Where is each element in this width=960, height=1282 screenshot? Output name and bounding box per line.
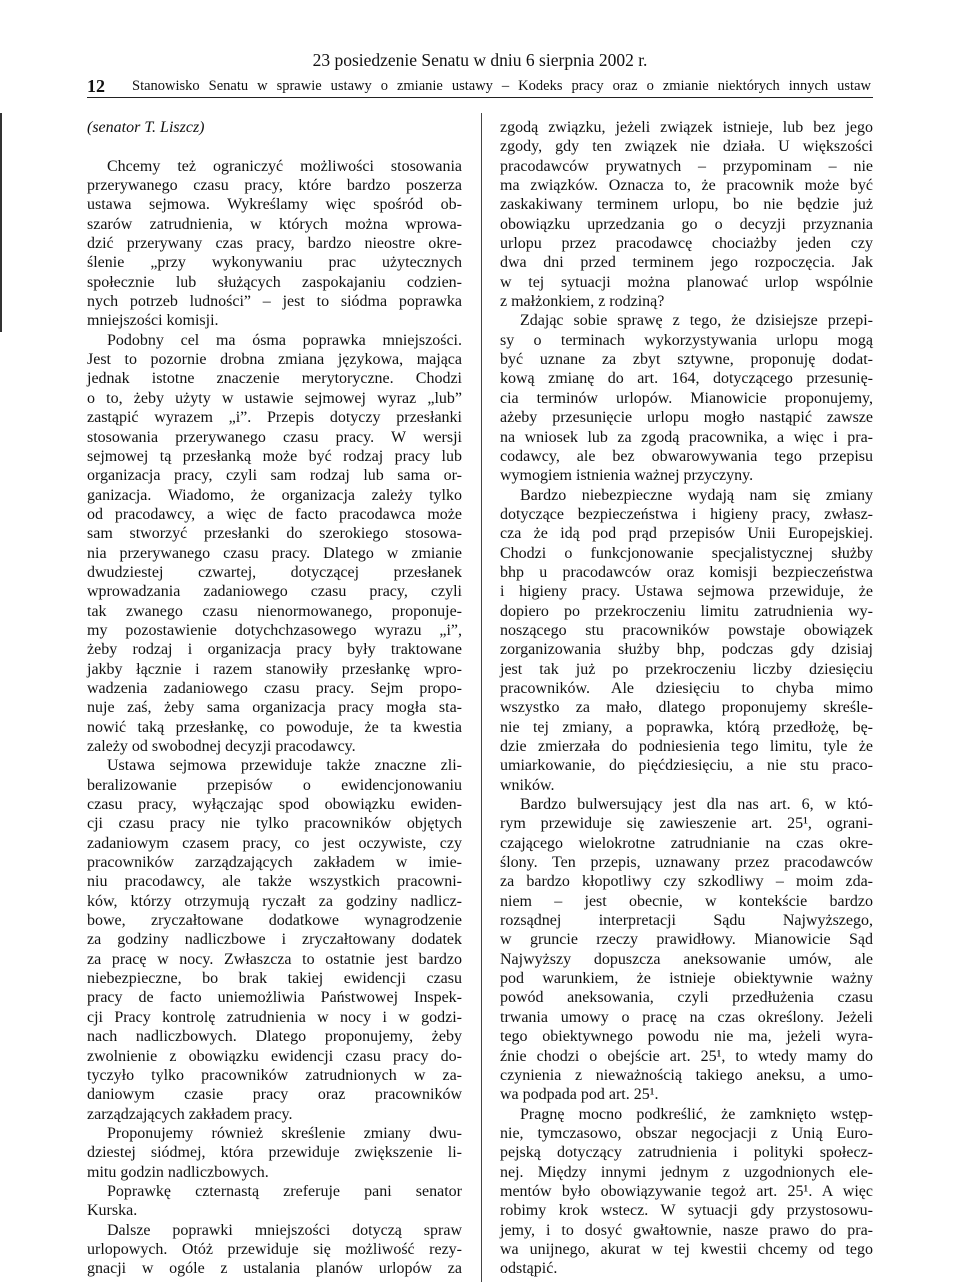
column-divider <box>481 113 482 1282</box>
text-line: kową zmianę do art. 164, dotyczącego przesunię- <box>500 370 873 388</box>
paragraph <box>87 1182 462 1221</box>
text-line: Pragnę mocno podkreślić, że zamknięto wstęp- <box>520 1105 873 1123</box>
text-line: ków, którzy otrzymują ryczałt za godziny nadlicz- <box>87 892 462 910</box>
text-line: nie tej zmiany, a poprawka, którą przedłożę, bę- <box>500 718 873 736</box>
text-line: bowe, zryczałtowane dodatkowe wynagrodzenie <box>87 912 462 930</box>
text-line: pracodawców prywatnych – przypominam – nie <box>500 157 873 175</box>
page-number: 12 <box>87 76 105 96</box>
text-line: wników. <box>500 776 555 794</box>
text-line: trwania umowy o pracę na czas określony. Jeżeli <box>500 1008 873 1026</box>
text-line: codawcy, ale bez obwarowywania tego przepisu <box>500 447 873 465</box>
text-line: noszącego stu pracowników powstaje obowiązek <box>500 621 873 639</box>
text-line: Najwyższy dopuszcza aneksowanie umów, ale <box>500 950 873 968</box>
text-line: żeby rodzaj i organizacja pracy były traktowane <box>87 641 462 659</box>
text-line: mentów było obowiązywanie tegoż art. 25¹. A więc <box>500 1182 873 1200</box>
text-line: dopiero po przekroczeniu limitu zatrudnienia wy- <box>500 602 873 620</box>
text-line: cia terminów urlopów. Mianowicie proponujemy, <box>500 389 873 407</box>
text-line: rym przewiduje się zawieszenie art. 25¹, ograni- <box>500 815 873 833</box>
text-line: Proponujemy również skreślenie zmiany dwu- <box>107 1124 462 1142</box>
text-line: dzie zmierzała do podniesienia tego limitu, tyle że <box>500 738 873 755</box>
text-line: robimy krok wstecz. W sytuacji gdy przystosowu- <box>500 1202 873 1220</box>
text-line: o to, żeby użyty w ustawie sejmowej wyraz „lub” <box>87 389 462 407</box>
text-line: niem – jest obecnie, w kontekście bardzo <box>500 892 873 910</box>
text-line: jest tak już po przekroczeniu liczby dziesięciu <box>500 660 873 678</box>
text-line: zarządzających zakładem pracy. <box>87 1105 293 1123</box>
text-line: daniowym czasie pracy oraz pracowników <box>87 1086 462 1104</box>
header-rule <box>87 97 873 98</box>
text-line: niebezpieczne, bo brak takiej ewidencji czasu <box>87 970 462 988</box>
text-line: nia przerywanego czasu pracy. Dlatego w zmianie <box>87 544 462 562</box>
text-line: czasu pracy, wyłączając spod obowiązku ewiden- <box>87 796 462 814</box>
text-line: rozsądnej interpretacji Sądu Najwyższego, <box>500 912 873 930</box>
text-line: jednak istotne znaczenie merytoryczne. Chodzi <box>87 370 462 388</box>
text-line: cji Pracy kontrolę zatrudnienia w nocy i w godzi- <box>87 1008 462 1026</box>
text-line: my pozostawienie dotychchzasowego wyrazu „i”, <box>87 621 462 639</box>
text-line: dotyczące bezpieczeństwa i higieny pracy, zwłasz- <box>500 505 873 523</box>
text-line: za bardzo kłopotliwy czy szkodliwy – moim zda- <box>500 873 873 891</box>
text-line: czającego wielokrotne zatrudnianie na czas okre- <box>500 834 873 852</box>
text-line: zwolnienie z obowiązku ewidencji czasu pracy do- <box>87 1047 462 1065</box>
right-column <box>500 118 873 1279</box>
text-line: czynienia z nieważnością takiego aneksu, a umo- <box>500 1066 873 1084</box>
scan-edge-line <box>0 113 2 332</box>
text-line: organizacja pracy, czyli sam rodzaj lub sama or- <box>87 467 462 485</box>
text-line: być uznane za zbyt sztywne, proponuję dodat- <box>500 351 873 369</box>
text-line: nie, tymczasowo, obszar negocjacji z Unią Euro- <box>500 1124 873 1142</box>
text-line: Poprawkę czternastą zreferuje pani senator <box>107 1182 462 1200</box>
text-line: ma związków. Oznacza to, że pracownik może być <box>500 177 873 195</box>
text-line: sejmowej tą przesłanką może być rodzaj pracy lub <box>87 447 462 465</box>
text-line: mitu godzin nadliczbowych. <box>87 1163 269 1181</box>
text-line: Bardzo bulwersujący jest dla nas art. 6, w któ- <box>520 796 873 814</box>
text-line: z małżonkiem, z rodziną? <box>500 293 665 311</box>
running-title: Stanowisko Senatu w sprawie ustawy o zmianie ustawy – Kodeks pracy oraz o zmianie niektórych innych ustaw <box>132 78 871 94</box>
text-line: nach nadliczbowych. Dlatego proponujemy, żeby <box>87 1028 462 1046</box>
paragraph <box>500 486 873 796</box>
text-line: beralizowanie przepisów o ewidencjonowaniu <box>87 776 462 794</box>
text-line: odstąpić. <box>500 1260 558 1278</box>
text-line: wszystko za mało, dlatego proponujemy skreśle- <box>500 699 873 717</box>
paragraph <box>500 311 873 485</box>
text-line: źnie chodzi o obejście art. 25¹, to wtedy mamy do <box>500 1047 873 1065</box>
paragraph <box>500 795 873 1105</box>
text-line: powód aneksowania, czyli przedłużenia czasu <box>500 989 873 1007</box>
text-line: sam stworzyć przesłanki do szerokiego stosowa- <box>87 525 462 543</box>
text-line: umiarkowanie, do pięćdziesięciu, a nie stu praco- <box>500 757 873 775</box>
text-line: Bardzo niebezpieczne wydają nam się zmiany <box>520 486 873 504</box>
text-line: dziestej siódmej, która przewiduje zwiększenie li- <box>87 1144 462 1162</box>
text-line: Dalsze poprawki mniejszości dotyczą spraw <box>107 1221 462 1239</box>
text-line: nuje zaś, żeby sama organizacja pracy mogła sta- <box>87 699 462 717</box>
text-line: dwudziestej czwartej, dotyczącej przesłanek <box>87 563 462 581</box>
paragraph <box>87 1221 462 1279</box>
text-line: niu pracodawcy, ale także wszystkich pracowni- <box>87 873 462 891</box>
paragraph <box>87 331 462 757</box>
text-line: stosowania przerywanego czasu pracy. W wersji <box>87 428 462 446</box>
text-line: tyczyło tylko pracowników zatrudnionych w za- <box>87 1066 462 1084</box>
text-line: wymogiem istnienia ważnej przyczyny. <box>500 467 754 485</box>
text-line: zależy od swobodnej decyzji pracodawcy. <box>87 738 356 755</box>
text-line: i higieny pracy. Ustawa sejmowa przewiduje, że <box>500 583 873 601</box>
text-line: Kurska. <box>87 1202 138 1220</box>
text-line: wprowadzania zadaniowego czasu pracy, czyli <box>87 583 462 601</box>
text-line: wa unijnego, akurat w tej kwestii chcemy od tego <box>500 1240 873 1258</box>
text-line: zgody, gdy ten związek nie działa. U większości <box>500 138 873 156</box>
text-line: społecznie lub służących zaspokajaniu codzien- <box>87 273 462 291</box>
paragraph <box>87 1124 462 1182</box>
text-line: od pracodawcy, a więc de facto pracodawca może <box>87 505 462 523</box>
paragraph <box>87 157 462 331</box>
paragraph <box>500 118 873 311</box>
text-line: przerywanego czasu pracy, które bardzo poszerza <box>87 177 462 195</box>
text-line: jemy, i to dosyć gwałtownie, nasze prawo do pra- <box>500 1221 873 1239</box>
text-line: ustawa sejmowa. Wykreślamy więc spośród ob- <box>87 196 462 214</box>
text-line: zgodą związku, jeżeli związek istnieje, lub bez jego <box>500 119 873 136</box>
text-line: ślenie „przy wykonywaniu prac użytecznych <box>87 254 462 272</box>
text-line: pracowników zarządzających zakładem w imie- <box>87 854 462 872</box>
text-line: mniejszości komisji. <box>87 312 219 330</box>
text-line: Ustawa sejmowa przewiduje także znaczne zli- <box>107 757 462 775</box>
left-column <box>87 118 462 1279</box>
text-line: urlopu przez pracodawcę chociażby jeden czy <box>500 235 873 253</box>
text-line: wa podpada pod art. 25¹. <box>500 1086 659 1104</box>
text-line: dzić przerywany czas pracy, bardzo nieostre okre- <box>87 235 462 253</box>
paragraph <box>87 756 462 1124</box>
text-line: zastąpić wyrazem „i”. Przepis dotyczy przesłanki <box>87 409 462 427</box>
text-line: za pracę w nocy. Zwłaszcza to ostatnie jest bardzo <box>87 950 462 968</box>
text-line: urlopowych. Otóż przewiduje się możliwość rezy- <box>87 1240 462 1258</box>
text-line: ślony. Ten przepis, uznawany przez pracodawców <box>500 854 873 872</box>
text-line: nej. Między innymi jednym z uzgodnionych ele- <box>500 1163 873 1181</box>
text-line: za godziny nadliczbowe i zryczałtowany dodatek <box>87 931 462 949</box>
text-line: pracowników. Ale dziesięciu to chyba mimo <box>500 679 873 697</box>
text-line: Chodzi o funkcjonowanie specjalistycznej służby <box>500 544 873 562</box>
speaker-label: (senator T. Liszcz) <box>87 119 205 136</box>
text-line: w gruncie rzeczy prawidłowy. Mianowicie Sąd <box>500 931 873 949</box>
text-line: pod warunkiem, że istnieje obiektywnie ważny <box>500 970 873 988</box>
text-line: bhp u pracodawców oraz komisji bezpieczeństwa <box>500 563 873 581</box>
text-line: tak zwanego czasu nienormowanego, proponuje- <box>87 602 462 620</box>
text-line: pracy de facto uniemożliwia Państwowej Inspek- <box>87 989 462 1007</box>
text-line: Zdając sobie sprawę z tego, że dzisiejsze przepi- <box>520 312 873 330</box>
text-line: cji czasu pracy nie tylko pracowników objętych <box>87 815 462 833</box>
text-line: nowić taką przesłankę, co powoduje, że ta kwestia <box>87 718 462 736</box>
text-line: cza że idą pod prąd przepisów Unii Europejskiej. <box>500 525 873 543</box>
text-line: tego obiektywnego powodu nie ma, jeżeli wyra- <box>500 1028 873 1046</box>
session-title: 23 posiedzenie Senatu w dniu 6 sierpnia 2002 r. <box>312 50 648 70</box>
text-line: na wniosek lub za zgodą pracownika, a więc i pra- <box>500 428 873 446</box>
text-line: zadaniowym czasem pracy, co jest oczywiste, czy <box>87 834 462 852</box>
text-line: wadzenia zadaniowego czasu pracy. Sejm propo- <box>87 679 462 697</box>
text-line: nych potrzeb ludności” – jest to siódma poprawka <box>87 293 462 311</box>
text-line: ażeby przesunięcie urlopu mogło nastąpić zawsze <box>500 409 873 427</box>
text-line: jakby łącznie i razem stanowiły przesłankę wpro- <box>87 660 462 678</box>
text-line: sy o terminach wykorzystywania urlopu mogą <box>500 331 873 349</box>
text-line: szarów zatrudnienia, w których można wprowa- <box>87 215 462 233</box>
text-line: Podobny cel ma ósma poprawka mniejszości. <box>107 331 462 349</box>
text-line: dwa dni przed terminem jego rozpoczęcia. Jak <box>500 254 873 272</box>
text-line: zaskakiwany terminem urlopu, bo nie będzie już <box>500 196 873 214</box>
text-line: Chcemy też ograniczyć możliwości stosowania <box>107 157 462 175</box>
text-line: pejską dotyczący zatrudnienia i polityki społecz- <box>500 1144 873 1162</box>
text-line: Jest to pozornie drobna zmiana językowa, mająca <box>87 351 462 369</box>
text-line: gnacji w ogóle z ustalania planów urlopów za <box>87 1260 462 1278</box>
text-line: obowiązku uprzedzania go o decyzji przyznania <box>500 215 873 233</box>
text-line: zorganizowania służby bhp, podczas gdy dzisiaj <box>500 641 873 659</box>
text-line: w tej sytuacji można planować urlop wspólnie <box>500 273 873 291</box>
text-line: ganizacja. Wiadomo, że organizacja zależy tylko <box>87 486 462 504</box>
paragraph <box>500 1105 873 1279</box>
